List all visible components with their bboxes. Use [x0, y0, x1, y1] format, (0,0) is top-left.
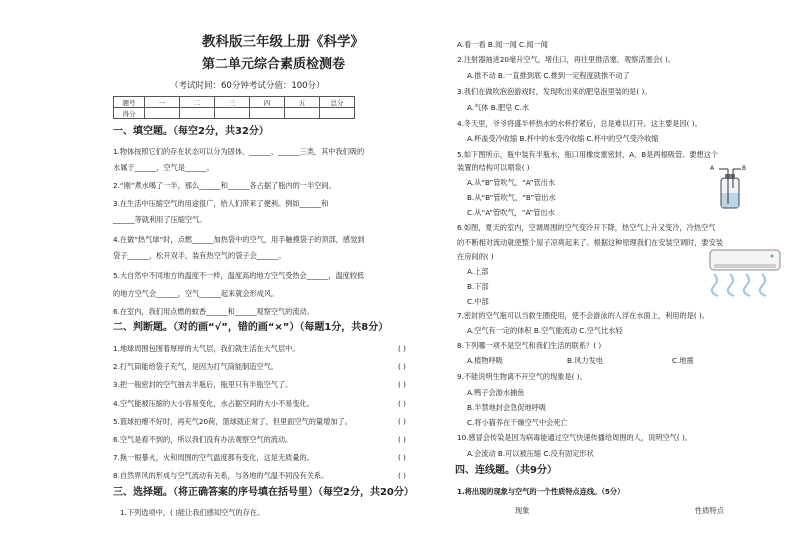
- fill-q2: 2.“刚”煮水喝了一半，那么______和______各占据了瓶内的一半空间。: [113, 181, 336, 190]
- choice-q5-option: A.从“B”管吹气，“A”管出水: [467, 178, 556, 187]
- judge-item: 6.空气是看不到的，所以我们没有办法观察空气的流动。: [113, 435, 293, 444]
- score-header-cell: 四: [250, 97, 285, 108]
- section-choice: 三、选择题。（将正确答案的序号填在括号里）（每空2分，共20分）: [113, 487, 414, 498]
- matching-column-property: 性质特点: [695, 506, 724, 515]
- judge-item: 7.换一根暴火，火和周围的空气温度都有变化，这是无质量的。: [113, 453, 314, 462]
- choice-q6-option: B.下部: [467, 282, 489, 291]
- answer-paren[interactable]: ( ): [398, 362, 406, 371]
- choice-q8-option: C.地震: [672, 356, 694, 365]
- answer-paren[interactable]: ( ): [398, 380, 406, 389]
- judge-item: 2.打气筒能给袋子充气，是因为打气筒能制造空气。: [113, 362, 278, 371]
- judge-item: 1.地球周围包围着厚厚的大气层，我们就生活在大气层中。: [113, 344, 300, 353]
- score-header-cell: 题号: [114, 97, 145, 108]
- fill-q5-line2: 的地方空气会______，空气______起来就会形成风。: [113, 289, 279, 298]
- score-table: [113, 96, 355, 119]
- choice-q7: 7.密封的空气瓶可以当救生圈使用，使不会游泳的人浮在水面上，利用的是( )。: [457, 311, 709, 320]
- choice-q5-line1: 5.如下图所示，瓶中装有半瓶水，瓶口用橡皮塞密封，A、B是两根吸管。要想这个: [457, 150, 719, 159]
- bottle-diagram: [709, 166, 749, 211]
- choice-q8-option: A.植物呼吸: [467, 356, 503, 365]
- choice-q8: 8.下列哪一项不是空气和我们生活的联系？( ): [457, 341, 602, 350]
- choice-q6-line2: 的不断相对流动就使整个屋子凉爽起来了。根据这种原理我们在安装空调时，要安装: [457, 238, 723, 247]
- fill-q1-line2: 水属于______，空气是______。: [113, 163, 214, 172]
- choice-q3-options: A.气体 B.肥皂 C.水: [467, 103, 530, 112]
- choice-q6-option: C.中部: [467, 297, 489, 306]
- fill-q4-line1: 4.在做“热气球”时，点燃______加热袋中的空气，用手触摸袋子的顶部，感觉到: [113, 235, 365, 244]
- answer-paren[interactable]: ( ): [398, 417, 406, 426]
- air-conditioner-illustration: [702, 244, 784, 300]
- judge-item: 8.自然界风的形成与空气流动有关系，与各地的气温不同没有关系。: [113, 471, 329, 480]
- score-cell[interactable]: [180, 108, 215, 119]
- answer-paren[interactable]: ( ): [398, 435, 406, 444]
- choice-q1: 1.下列选项中，( )能让我们感知空气的存在。: [120, 508, 265, 517]
- score-cell[interactable]: [285, 108, 320, 119]
- judge-item: 4.空气能被压缩的大小容易变化，水占据空间的大小不易变化。: [113, 399, 314, 408]
- choice-q2-options: A.推不动 B.一直推到底 C.推到一定程度就推不动了: [467, 71, 630, 80]
- choice-q2: 2.注射器抽进20毫升空气，堵住口，再往里推活塞，观察活塞会( )。: [457, 55, 675, 64]
- choice-q1-options: A.看一看 B.闻一闻 C.闻一闻: [457, 40, 548, 49]
- matching-column-phenomenon: 现象: [515, 506, 530, 515]
- matching-q1: 1.将出现的现象与空气的一个性质特点连线。（5分）: [457, 487, 625, 496]
- score-header-cell: 一: [145, 97, 180, 108]
- score-cell[interactable]: [320, 108, 355, 119]
- choice-q4: 4.冬天里，爷爷将盛半杯热水的水杯拧紧后，总是难以打开。这主要是因( )。: [457, 119, 702, 128]
- score-header-cell: 二: [180, 97, 215, 108]
- choice-q9-option: A.鸭子会游水捕鱼: [467, 388, 525, 397]
- score-header-cell: 总分: [320, 97, 355, 108]
- fill-q6: 6.在室内，我们用点燃的蚊香______和______观察空气的流动。: [113, 307, 314, 316]
- title-sub: 第二单元综合素质检测卷: [202, 57, 346, 72]
- choice-q4-options: A.杯盖受冷收缩 B.杯中的水受冷收缩 C.杯中的空气受冷收缩: [467, 134, 659, 143]
- choice-q10-options: A.会流动 B.可以被压缩 C.没有固定形状: [467, 449, 594, 458]
- section-fill-blank: 一、填空题。（每空2分，共32分）: [113, 126, 269, 137]
- choice-q5-option: B.从“B”管吹气，“B”管出水: [467, 193, 556, 202]
- choice-q9-option: C.将小猫养在干燥空气中会死亡: [467, 418, 568, 427]
- score-cell[interactable]: [145, 108, 180, 119]
- answer-paren[interactable]: ( ): [398, 471, 406, 480]
- choice-q3: 3.我们在做吹泡泡游戏时，发现吹出来的肥皂泡里装的是( )。: [457, 87, 652, 96]
- section-judge: 二、判断题。（对的画“√”，错的画“×”）（每题1分，共8分）: [113, 322, 389, 333]
- score-cell[interactable]: [215, 108, 250, 119]
- choice-q9-option: B.半禁地封会急促地呼吸: [467, 403, 547, 412]
- judge-item: 5.篮球拍瘪不好时，再充气20荷，篮球就正常了，但里面空气的量增加了。: [113, 417, 352, 426]
- choice-q5-line2: 装置的结构可以喷泉( ): [457, 163, 530, 172]
- fill-q4-line2: 袋子______，松开双手，装有热空气的袋子会______。: [113, 251, 286, 260]
- choice-q6-line1: 6.如图，夏天的室内，空调周围的空气变冷开下降，热空气上升又变冷，冷热空气: [457, 223, 716, 232]
- choice-q10: 10.感冒会传染是因为病毒能通过空气快速传播给周围的人，说明空气( )。: [457, 433, 692, 442]
- title-main: 教科版三年级上册《科学》: [202, 34, 364, 50]
- score-table-score-row: [114, 108, 355, 119]
- choice-q9: 9.不能说明生物离不开空气的现象是( )。: [457, 372, 587, 381]
- answer-paren[interactable]: ( ): [398, 453, 406, 462]
- fill-q5-line1: 5.大自然中不同地方的温度不一样，温度高的地方空气受热会______，温度较低: [113, 271, 365, 280]
- fill-q3-line1: 3.在生活中压缩空气的用途很广，给人们带来了便利。例如______和: [113, 199, 329, 208]
- answer-paren[interactable]: ( ): [398, 344, 406, 353]
- exam-info: （考试时间：60分钟考试分值：100分）: [170, 81, 325, 91]
- choice-q5-option: C.从“A”管吹气，“A”管出水: [467, 208, 555, 217]
- score-header-cell: 五: [285, 97, 320, 108]
- choice-q6-option: A.上部: [467, 267, 489, 276]
- answer-paren[interactable]: ( ): [398, 399, 406, 408]
- choice-q8-option: B.风力发电: [567, 356, 603, 365]
- fill-q3-line2: ______等就利用了压缩空气。: [113, 215, 207, 224]
- bottle-label-b: B: [742, 165, 747, 172]
- score-cell[interactable]: [250, 108, 285, 119]
- section-matching: 四、连线题。（共9分）: [455, 465, 557, 476]
- score-header-cell: 三: [215, 97, 250, 108]
- bottle-label-a: A: [710, 165, 715, 172]
- choice-q7-options: A.空气有一定的体积 B.空气能流动 C.空气比水轻: [467, 326, 623, 335]
- fill-q1-line1: 1.物体按照它们的存在状态可以分为固体、______、______三类，其中我们吸的: [113, 147, 365, 156]
- score-table-header-row: [114, 97, 355, 108]
- judge-item: 3.把一瓶密封的空气抽去半瓶后，瓶里只有半瓶空气了。: [113, 380, 293, 389]
- choice-q6-line3: 在房间的( ): [457, 252, 494, 261]
- score-row-label: 得分: [114, 108, 145, 119]
